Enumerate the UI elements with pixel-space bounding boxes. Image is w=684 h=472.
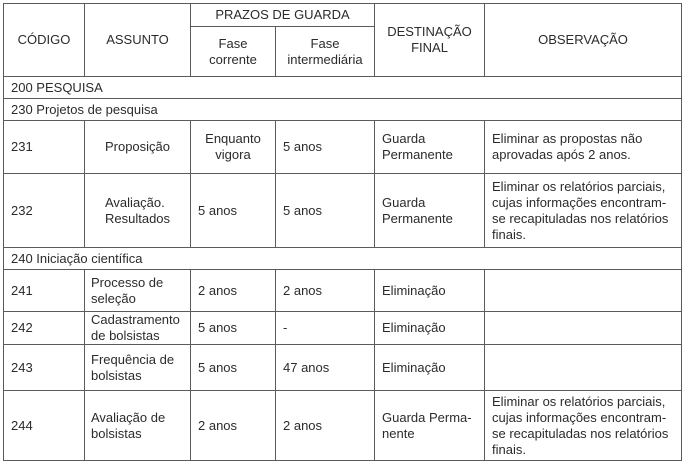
cell-assunto: Frequência de bolsistas bbox=[85, 345, 191, 391]
header-fase-corrente: Fase corrente bbox=[191, 27, 276, 77]
cell-destinacao: Guarda Perma- nente bbox=[375, 391, 485, 461]
cell-observacao: Eliminar os relatórios parciais, cujas informações encontram- se recapituladas nos relatórios finais. bbox=[485, 174, 682, 248]
header-prazos-de-guarda: PRAZOS DE GUARDA bbox=[191, 4, 375, 27]
cell-fase-corrente: 5 anos bbox=[191, 345, 276, 391]
cell-assunto: Avaliação de bolsistas bbox=[85, 391, 191, 461]
cell-observacao: Eliminar as propostas não aprovadas após 2 anos. bbox=[485, 121, 682, 174]
header-codigo: CÓDIGO bbox=[4, 4, 85, 77]
cell-fase-intermediaria: 47 anos bbox=[276, 345, 375, 391]
cell-destinacao: Guarda Permanente bbox=[375, 174, 485, 248]
cell-codigo: 242 bbox=[4, 312, 85, 345]
cell-fase-intermediaria: 2 anos bbox=[276, 270, 375, 312]
cell-observacao bbox=[485, 312, 682, 345]
cell-observacao bbox=[485, 345, 682, 391]
table-row bbox=[4, 345, 682, 391]
cell-fase-corrente: 2 anos bbox=[191, 270, 276, 312]
table-row bbox=[4, 270, 682, 312]
cell-assunto: Cadastramento de bolsistas bbox=[85, 312, 191, 345]
cell-fase-corrente: 2 anos bbox=[191, 391, 276, 461]
cell-codigo: 231 bbox=[4, 121, 85, 174]
table-row bbox=[4, 391, 682, 461]
table-row bbox=[4, 312, 682, 345]
cell-fase-corrente: 5 anos bbox=[191, 174, 276, 248]
header-destinacao-final: DESTINAÇÃO FINAL bbox=[375, 4, 485, 77]
section-row: 240 Iniciação científica bbox=[4, 248, 682, 270]
cell-fase-intermediaria: 5 anos bbox=[276, 174, 375, 248]
cell-codigo: 244 bbox=[4, 391, 85, 461]
cell-observacao bbox=[485, 270, 682, 312]
retention-schedule-table bbox=[3, 3, 682, 461]
table-row bbox=[4, 174, 682, 248]
header-fase-intermediaria: Fase intermediária bbox=[276, 27, 375, 77]
cell-fase-corrente: Enquanto vigora bbox=[191, 121, 276, 174]
cell-assunto: Proposição bbox=[85, 121, 191, 174]
table-row bbox=[4, 121, 682, 174]
cell-fase-intermediaria: - bbox=[276, 312, 375, 345]
section-row: 200 PESQUISA bbox=[4, 77, 682, 99]
cell-assunto: Avaliação. Resultados bbox=[85, 174, 191, 248]
cell-fase-intermediaria: 2 anos bbox=[276, 391, 375, 461]
section-row: 230 Projetos de pesquisa bbox=[4, 99, 682, 121]
cell-assunto: Processo de seleção bbox=[85, 270, 191, 312]
cell-destinacao: Eliminação bbox=[375, 270, 485, 312]
cell-destinacao: Eliminação bbox=[375, 312, 485, 345]
cell-observacao: Eliminar os relatórios parciais, cujas informações encontram- se recapituladas nos relatórios finais. bbox=[485, 391, 682, 461]
cell-fase-corrente: 5 anos bbox=[191, 312, 276, 345]
cell-destinacao: Eliminação bbox=[375, 345, 485, 391]
header-assunto: ASSUNTO bbox=[85, 4, 191, 77]
cell-codigo: 243 bbox=[4, 345, 85, 391]
header-observacao: OBSERVAÇÃO bbox=[485, 4, 682, 77]
cell-codigo: 232 bbox=[4, 174, 85, 248]
cell-fase-intermediaria: 5 anos bbox=[276, 121, 375, 174]
cell-codigo: 241 bbox=[4, 270, 85, 312]
cell-destinacao: Guarda Permanente bbox=[375, 121, 485, 174]
